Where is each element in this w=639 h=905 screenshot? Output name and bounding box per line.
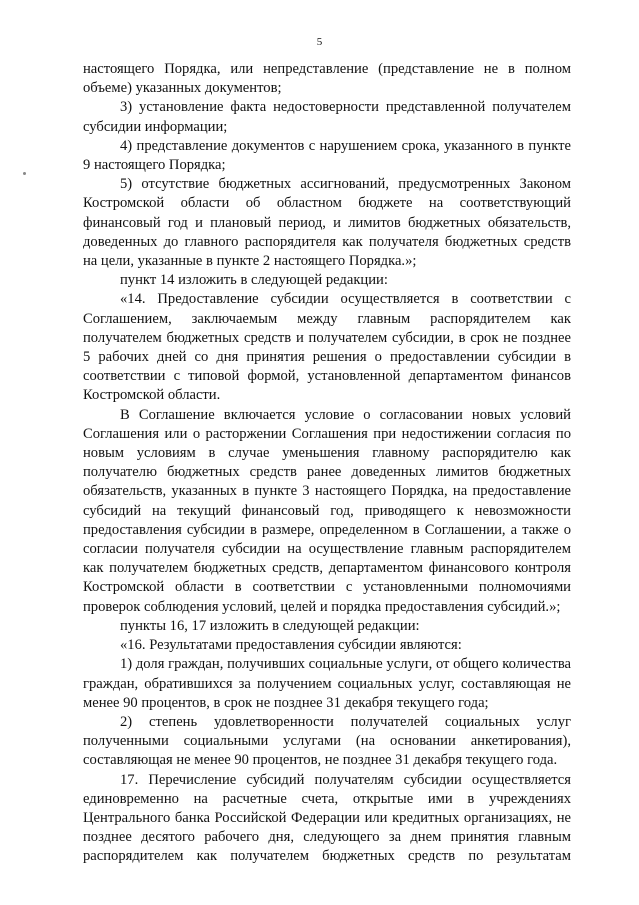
paragraph-agreement-conditions: В Соглашение включается условие о согласовании новых условий Соглашения или о расторжении Соглашения при недостижении согласия по новым условиям в случае уменьшения главному распорядителю как получателю бюджетных средств ранее доведенных лимитов бюджетных обязательств, указанных в пункте 3 настоящего Порядка, на предоставление субсидий на текущий финансовый год, приводящего к невозможности предоставления субсидии в размере, определенном в Соглашении, а также о согласии получателя субсидии на осуществление главным распорядителем как получателем бюджетных средств, департаментом финансового контроля Костромской области в соответствии с установленными полномочиями проверок соблюдения условий, целей и порядка предоставления субсидий.»; bbox=[83, 406, 571, 615]
paragraph-result-1: 1) доля граждан, получивших социальные услуги, от общего количества граждан, обратившихся за получением социальных услуг, составляющая не менее 90 процентов, в срок не позднее 31 декабря текущего года; bbox=[83, 656, 571, 711]
paragraph-point-14: «14. Предоставление субсидии осуществляется в соответствии с Соглашением, заключаемым между главным распорядителем как получателем бюджетных средств и получателем субсидии, в срок не позднее 5 рабочих дней со дня принятия решения о предоставлении субсидии в соответствии с типовой формой, установленной департаментом финансов Костромской области. bbox=[83, 291, 571, 404]
paragraph-amend-point-14: пункт 14 изложить в следующей редакции: bbox=[120, 272, 388, 289]
page-number: 5 bbox=[316, 36, 323, 48]
scan-speck bbox=[23, 172, 26, 175]
paragraph-point-16: «16. Результатами предоставления субсидии являются: bbox=[120, 637, 462, 654]
paragraph-result-2: 2) степень удовлетворенности получателей социальных услуг полученными социальными услугами (на основании анкетирования), составляющая не менее 90 процентов, не позднее 31 декабря текущего года. bbox=[83, 713, 571, 769]
paragraph-point-17: 17. Перечисление субсидий получателям субсидии осуществляется единовременно на расчетные счета, открытые ими в учреждениях Центрального банка Российской Федерации или кредитных организациях, не позднее десятого рабочего дня, следующего за днем принятия главным распорядителем как получателем бюджетных средств по результатам bbox=[83, 771, 571, 865]
paragraph-item-3: 3) установление факта недостоверности представленной получателем субсидии информации; bbox=[83, 99, 571, 135]
paragraph-item-5: 5) отсутствие бюджетных ассигнований, предусмотренных Законом Костромской области об областном бюджете на соответствующий финансовый год и плановый период, и лимитов бюджетных обязательств, доведенных до главного распорядителя как получателя бюджетных средств на цели, указанные в пункте 2 настоящего Порядка.»; bbox=[83, 176, 571, 270]
paragraph-amend-points-16-17: пункты 16, 17 изложить в следующей редакции: bbox=[120, 617, 420, 634]
document-body bbox=[83, 60, 571, 867]
paragraph-continuation: настоящего Порядка, или непредставление (представление не в полном объеме) указанных документов; bbox=[83, 61, 571, 97]
paragraph-item-4: 4) представление документов с нарушением срока, указанного в пункте 9 настоящего Порядка; bbox=[83, 137, 571, 174]
